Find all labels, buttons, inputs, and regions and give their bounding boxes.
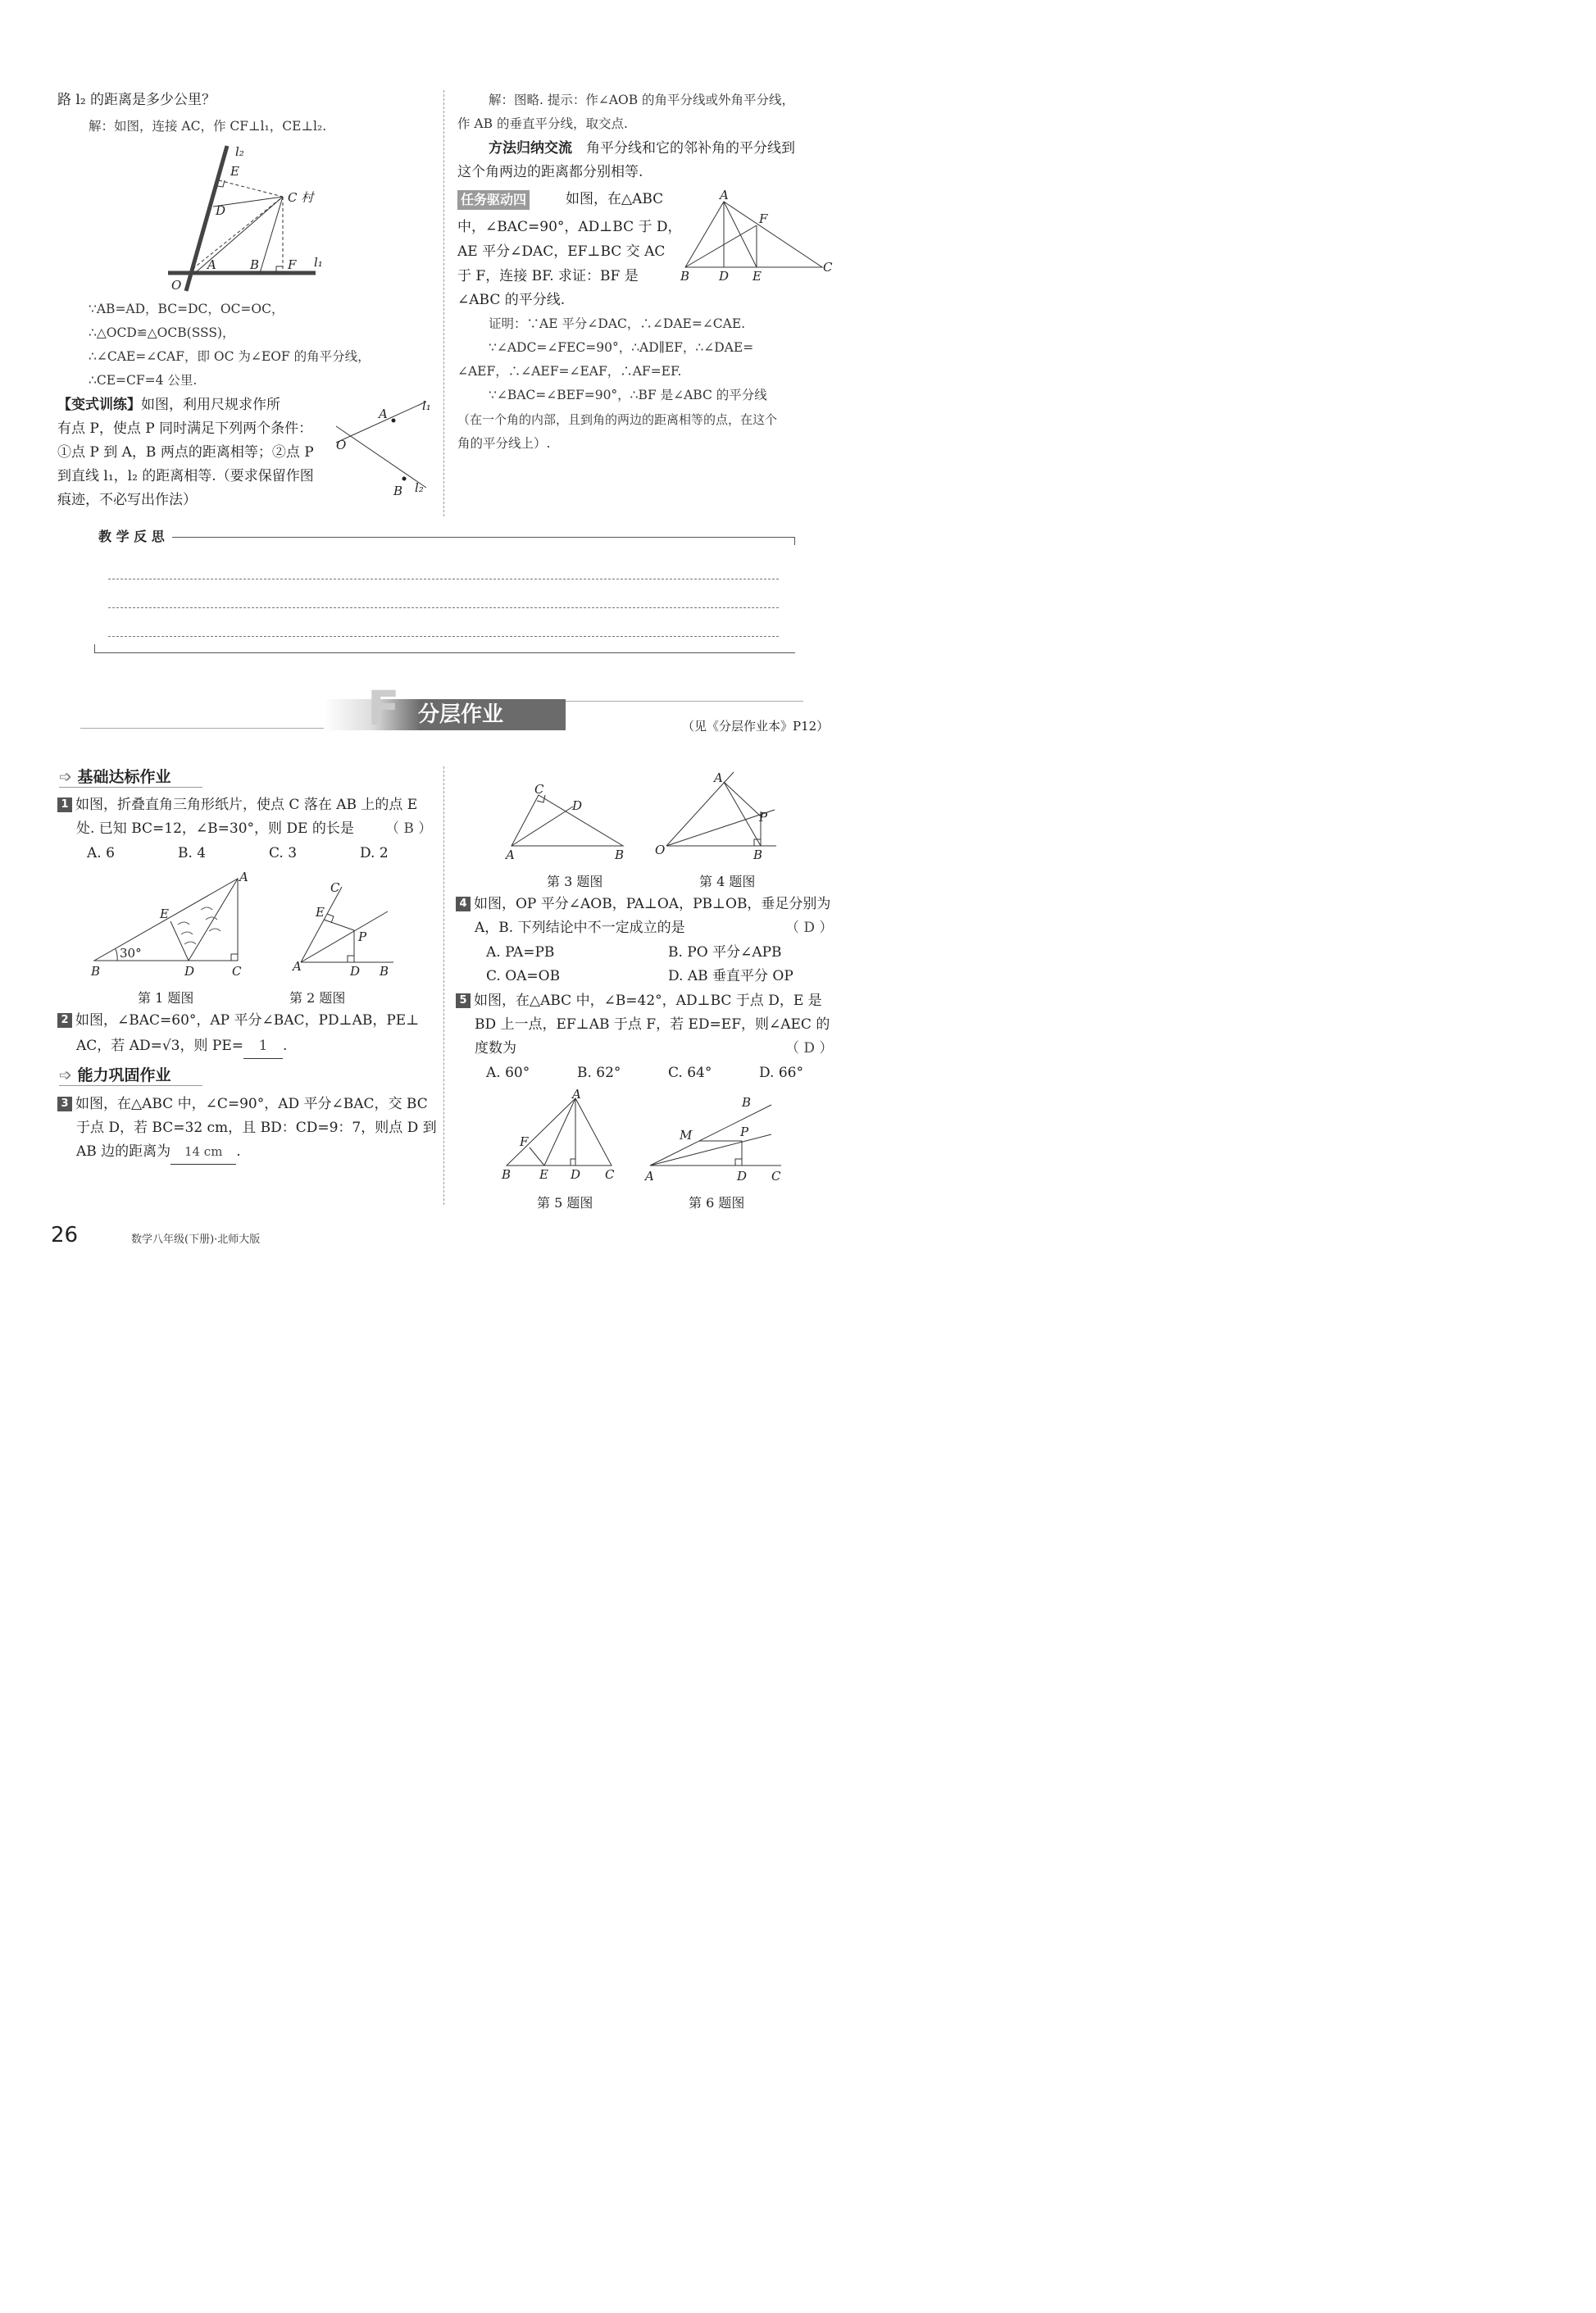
- reflection-line: [108, 636, 779, 637]
- q5-option-a: A. 60°: [486, 1065, 530, 1081]
- banner-title: 分层作业: [418, 702, 504, 727]
- label-E: E: [316, 905, 325, 920]
- column-divider-bottom: [443, 766, 444, 1205]
- caption-fig1: 第 1 题图: [138, 990, 194, 1006]
- label-C: C: [534, 782, 544, 797]
- task-line-4: 于 F，连接 BF. 求证：BF 是: [457, 268, 639, 284]
- label-A: A: [239, 870, 248, 884]
- column-divider-top: [443, 90, 444, 516]
- label-A: A: [714, 770, 723, 785]
- figure-q4: [652, 769, 783, 863]
- figure-q2: [291, 877, 402, 979]
- solution-intro: 解：如图，连接 AC，作 CF⊥l₁，CE⊥l₂.: [89, 119, 327, 134]
- q1-answer: （ B ）: [385, 820, 433, 837]
- q1-line-2: 处. 已知 BC=12，∠B=30°，则 DE 的长是: [76, 820, 354, 837]
- label-F: F: [520, 1134, 529, 1149]
- label-angle: 30°: [120, 946, 142, 961]
- label-E: E: [539, 1167, 548, 1182]
- label-C: C: [771, 1169, 781, 1184]
- q4-option-a: A. PA=PB: [486, 944, 555, 961]
- proof-line-2: ∴△OCD≌△OCB(SSS)，: [89, 325, 235, 340]
- arrow-icon: ➩: [59, 768, 72, 786]
- q3-line-3: AB 边的距离为 14 cm .: [76, 1140, 241, 1165]
- variant-line-2: 有点 P，使点 P 同时满足下列两个条件：: [57, 420, 313, 437]
- label-B: B: [250, 257, 260, 272]
- caption-fig6: 第 6 题图: [689, 1195, 745, 1211]
- label-C: C 村: [288, 190, 314, 205]
- label-D: D: [737, 1169, 748, 1184]
- label-B: B: [753, 847, 763, 862]
- label-O: O: [171, 278, 182, 293]
- hint-line-2: 作 AB 的垂直平分线，取交点.: [457, 116, 628, 131]
- banner-letter: F: [367, 680, 400, 736]
- label-D: D: [719, 269, 730, 283]
- label-C: C: [232, 964, 242, 979]
- q2-answer-blank: 1: [243, 1034, 283, 1059]
- method-line-2: 这个角两边的距离都分别相等.: [457, 164, 643, 180]
- reflection-title: 教 学 反 思: [98, 529, 165, 544]
- label-O: O: [655, 843, 666, 857]
- variant-line-5: 痕迹，不必写出作法）: [57, 492, 197, 508]
- q5-option-b: B. 62°: [577, 1065, 621, 1081]
- variant-line-3: ①点 P 到 A，B 两点的距离相等；②点 P: [57, 444, 314, 461]
- label-O: O: [336, 438, 347, 452]
- proof-line-3: ∴∠CAE=∠CAF，即 OC 为∠EOF 的角平分线，: [89, 349, 371, 364]
- reflection-line: [108, 607, 779, 608]
- q1-option-d: D. 2: [360, 845, 389, 861]
- question-continuation: 路 l₂ 的距离是多少公里？: [57, 92, 216, 108]
- proof-line-4: ∴CE=CF=4 公里.: [89, 373, 198, 388]
- label-B: B: [502, 1167, 512, 1182]
- label-D: D: [350, 964, 361, 979]
- label-B: B: [680, 269, 690, 283]
- q2-line-1: 2 如图，∠BAC=60°，AP 平分∠BAC，PD⊥AB，PE⊥: [57, 1009, 419, 1033]
- figure-q1: [86, 869, 250, 979]
- task-line-1: 如图，在△ABC: [566, 191, 664, 207]
- q4-option-c: C. OA=OB: [486, 968, 561, 984]
- q5-line-3: 度数为: [475, 1040, 516, 1057]
- label-F: F: [288, 257, 297, 272]
- q3-answer-blank: 14 cm: [171, 1140, 236, 1165]
- label-l1: l₁: [314, 255, 323, 270]
- banner-rule-right: [566, 701, 803, 702]
- label-E: E: [753, 269, 762, 283]
- section-ability: ➩ 能力巩固作业: [59, 1066, 171, 1084]
- label-M: M: [680, 1128, 693, 1143]
- label-l2: l₂: [415, 480, 424, 495]
- label-D: D: [571, 1167, 581, 1182]
- task-proof-4: ∵∠BAC=∠BEF=90°，∴BF 是∠ABC 的平分线: [489, 388, 767, 402]
- label-B: B: [91, 964, 101, 979]
- q5-line-2: BD 上一点，EF⊥AB 于点 F，若 ED=EF，则∠AEC 的: [475, 1016, 830, 1033]
- label-F: F: [759, 211, 768, 226]
- q5-option-c: C. 64°: [668, 1065, 712, 1081]
- label-D: D: [216, 203, 226, 218]
- reflection-bottom-line: [94, 652, 795, 653]
- proof-line-1: ∵AB=AD，BC=DC，OC=OC，: [89, 302, 284, 316]
- caption-fig4: 第 4 题图: [699, 874, 756, 889]
- figure-village-distance: [160, 139, 332, 295]
- label-B: B: [393, 484, 403, 498]
- q3-line-2: 于点 D，若 BC=32 cm，且 BD：CD=9：7，则点 D 到: [76, 1120, 437, 1136]
- label-P: P: [358, 929, 367, 944]
- q4-answer: （ D ）: [785, 920, 834, 936]
- reflection-top-line: [172, 537, 795, 538]
- q1-option-b: B. 4: [178, 845, 207, 861]
- figure-q6: [642, 1088, 789, 1187]
- q5-line-1: 5 如图，在△ABC 中，∠B=42°，AD⊥BC 于点 D，E 是: [456, 989, 822, 1013]
- q4-line-1: 4 如图，OP 平分∠AOB，PA⊥OA，PB⊥OB，垂足分别为: [456, 893, 830, 916]
- task-proof-2: ∵∠ADC=∠FEC=90°，∴AD∥EF，∴∠DAE=: [489, 340, 754, 355]
- q1-option-a: A. 6: [87, 845, 115, 861]
- label-B: B: [742, 1095, 752, 1110]
- caption-fig2: 第 2 题图: [289, 990, 346, 1006]
- variant-line-4: 到直线 l₁，l₂ 的距离相等.（要求保留作图: [57, 468, 314, 484]
- q2-line-2: AC，若 AD=√3，则 PE= 1 .: [76, 1034, 287, 1059]
- label-P: P: [740, 1125, 749, 1139]
- label-C: C: [330, 880, 340, 895]
- label-A: A: [207, 257, 216, 272]
- caption-fig3: 第 3 题图: [547, 874, 603, 889]
- figure-variant: [328, 393, 439, 500]
- q1-line-1: 1 如图，折叠直角三角形纸片，使点 C 落在 AB 上的点 E: [57, 793, 417, 817]
- label-B: B: [380, 964, 389, 979]
- label-l1: l₁: [422, 398, 431, 413]
- method-line-1: 方法归纳交流 角平分线和它的邻补角的平分线到: [489, 140, 795, 157]
- label-A: A: [720, 189, 729, 202]
- q5-option-d: D. 66°: [759, 1065, 803, 1081]
- label-l2: l₂: [235, 144, 244, 159]
- figure-q5: [497, 1088, 620, 1187]
- label-A: A: [572, 1088, 581, 1102]
- label-B: B: [615, 847, 625, 862]
- q4-option-b: B. PO 平分∠APB: [668, 944, 782, 961]
- label-C: C: [823, 260, 833, 275]
- label-A: A: [379, 407, 388, 421]
- section-basic: ➩ 基础达标作业: [59, 768, 171, 786]
- task-line-5: ∠ABC 的平分线.: [457, 292, 566, 308]
- task-line-2: 中，∠BAC=90°，AD⊥BC 于 D，: [457, 219, 682, 235]
- label-A: A: [645, 1169, 654, 1184]
- label-E: E: [230, 164, 239, 179]
- label-C: C: [605, 1167, 615, 1182]
- q5-answer: （ D ）: [785, 1040, 834, 1057]
- label-E: E: [160, 907, 169, 921]
- book-title: 数学八年级(下册)·北师大版: [131, 1234, 261, 1246]
- task-tag: 任务驱动四: [457, 190, 530, 210]
- variant-line-1: 【变式训练】如图，利用尺规求作所: [57, 397, 280, 413]
- label-A: A: [293, 959, 302, 974]
- q4-option-d: D. AB 垂直平分 OP: [668, 968, 793, 984]
- task-proof-5: （在一个角的内部，且到角的两边的距离相等的点，在这个: [457, 412, 778, 427]
- hint-line-1: 解：图略. 提示：作∠AOB 的角平分线或外角平分线，: [489, 93, 795, 107]
- q1-option-c: C. 3: [269, 845, 298, 861]
- arrow-icon: ➩: [59, 1066, 72, 1084]
- label-P: P: [759, 810, 768, 825]
- q4-line-2: A，B. 下列结论中不一定成立的是: [475, 920, 685, 936]
- banner-reference: （见《分层作业本》P12）: [682, 719, 830, 734]
- caption-fig5: 第 5 题图: [537, 1195, 593, 1211]
- task-proof-6: 角的平分线上）.: [457, 436, 551, 451]
- task-proof-1: 证明：∵AE 平分∠DAC，∴∠DAE=∠CAE.: [489, 316, 746, 331]
- label-D: D: [572, 798, 583, 813]
- task-proof-3: ∠AEF，∴∠AEF=∠EAF，∴AF=EF.: [457, 364, 682, 379]
- q3-line-1: 3 如图，在△ABC 中，∠C=90°，AD 平分∠BAC，交 BC: [57, 1093, 428, 1116]
- label-A: A: [506, 847, 515, 862]
- label-D: D: [184, 964, 195, 979]
- task-line-3: AE 平分∠DAC，EF⊥BC 交 AC: [457, 243, 666, 260]
- figure-task4: [679, 189, 834, 283]
- page-number: 26: [51, 1223, 79, 1247]
- figure-q3: [502, 780, 633, 862]
